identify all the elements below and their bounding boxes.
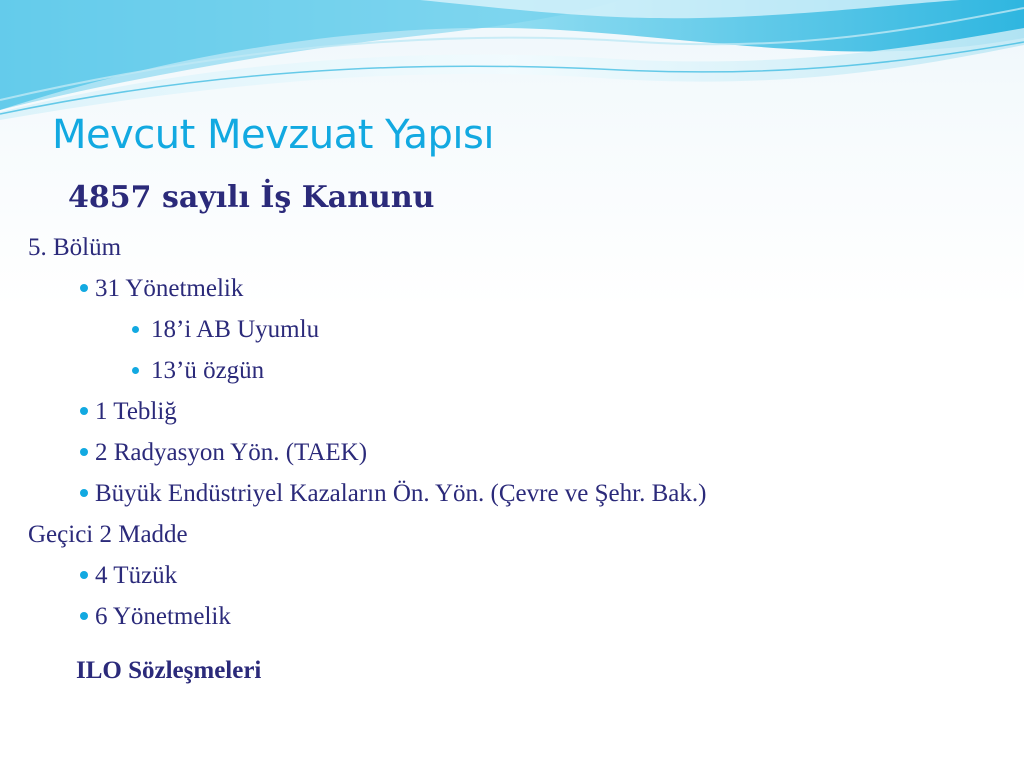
wave-decoration xyxy=(0,0,1024,130)
list-item xyxy=(80,479,706,509)
list-item xyxy=(80,274,243,304)
sub-list-item xyxy=(132,315,319,345)
bullet-icon xyxy=(132,326,139,333)
bullet-icon xyxy=(80,407,88,415)
sub-list-item-label: 18’i AB Uyumlu xyxy=(151,316,320,343)
bullet-icon xyxy=(80,489,88,497)
list-item-label: 6 Yönetmelik xyxy=(95,603,231,630)
slide-title: Mevcut Mevzuat Yapısı xyxy=(52,112,494,158)
list-item xyxy=(80,561,177,591)
bullet-icon xyxy=(132,367,139,374)
sub-list-item-label: 13’ü özgün xyxy=(151,357,265,384)
bullet-icon xyxy=(80,448,88,456)
list-item-label: 31 Yönetmelik xyxy=(95,275,244,302)
slide-subtitle: 4857 sayılı İş Kanunu xyxy=(68,180,435,215)
list-item-label: 1 Tebliğ xyxy=(95,398,177,425)
bullet-icon xyxy=(80,284,88,292)
section-heading-gecici: Geçici 2 Madde xyxy=(28,521,188,548)
section-heading-bolum: 5. Bölüm xyxy=(28,234,122,261)
list-item xyxy=(80,397,177,427)
sub-list-item xyxy=(132,356,264,386)
list-item-label: 2 Radyasyon Yön. (TAEK) xyxy=(95,439,368,466)
list-item xyxy=(80,602,231,632)
bullet-icon xyxy=(80,612,88,620)
ilo-conventions-label: ILO Sözleşmeleri xyxy=(76,657,262,684)
list-item-label: Büyük Endüstriyel Kazaların Ön. Yön. (Çevre ve Şehr. Bak.) xyxy=(95,480,707,507)
bullet-icon xyxy=(80,571,88,579)
list-item xyxy=(80,438,367,468)
list-item-label: 4 Tüzük xyxy=(95,562,178,589)
